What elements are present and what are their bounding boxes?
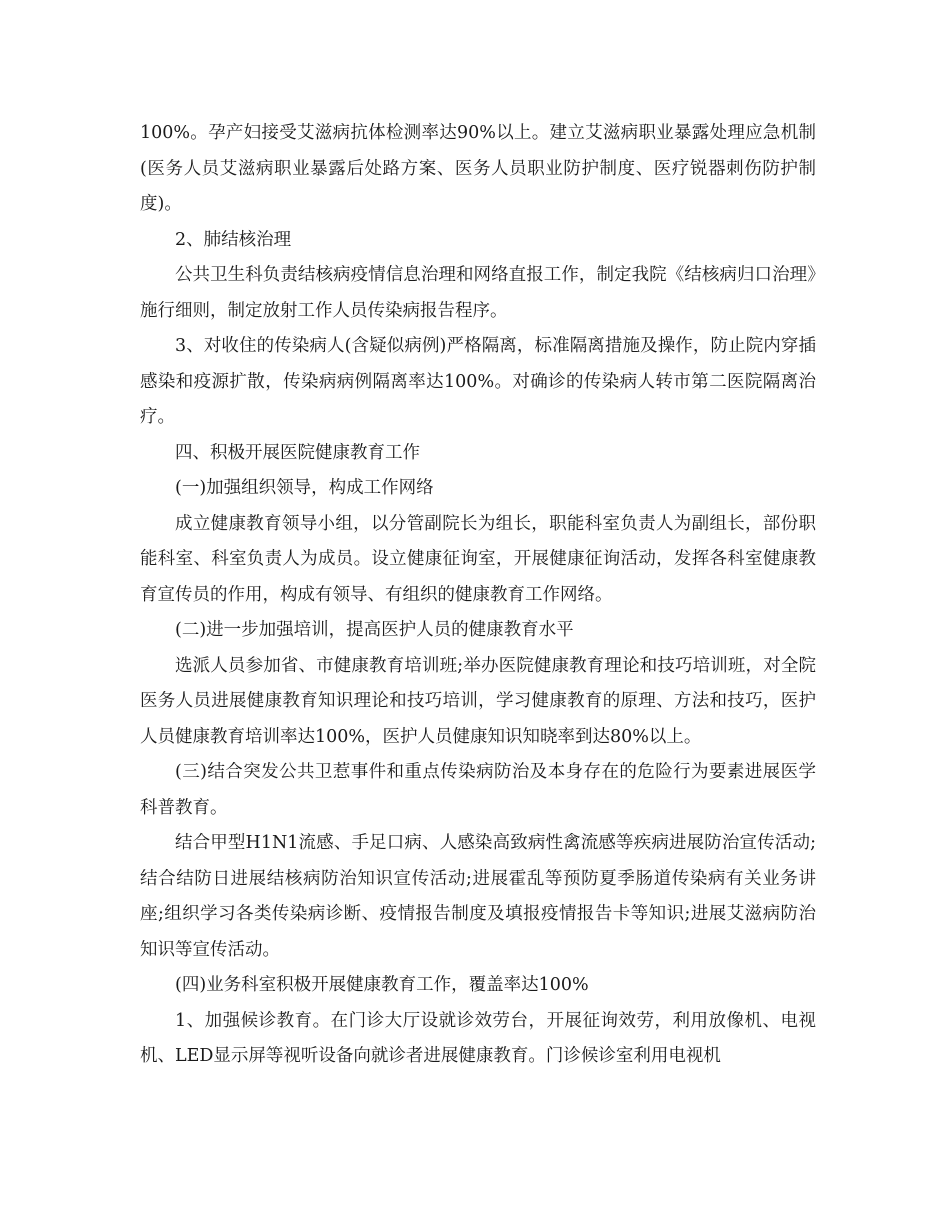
paragraph-2: 2、肺结核治理 — [175, 229, 292, 250]
paragraph-11: 结合甲型H1N1流感、手足口病、人感染高致病性禽流感等疾病进展防治宣传活动;结合结防日进展结核病防治知识宣传活动;进展霍乱等预防夏季肠道传染病有关业务讲座;组织学习各类传染病诊断、疫情报告制度及填报疫情报告卡等知识;进展艾滋病防治知识等宣传活动。 — [140, 833, 816, 960]
paragraph-9: 选派人员参加省、市健康教育培训班;举办医院健康教育理论和技巧培训班，对全院医务人员进展健康教育知识理论和技巧培训，学习健康教育的原理、方法和技巧，医护人员健康教育培训率达100%，医护人员健康知识知晓率到达80%以上。 — [140, 655, 816, 747]
paragraph-8: (二)进一步加强培训，提高医护人员的健康教育水平 — [175, 620, 574, 640]
paragraph-3: 公共卫生科负责结核病疫情信息治理和网络直报工作，制定我院《结核病归口治理》施行细则，制定放射工作人员传染病报告程序。 — [140, 265, 816, 321]
paragraph-10: (三)结合突发公共卫惹事件和重点传染病防治及本身存在的危险行为要素进展医学科普教育。 — [140, 762, 816, 818]
document-body — [140, 116, 816, 1075]
paragraph-4: 3、对收住的传染病人(含疑似病例)严格隔离，标准隔离措施及操作，防止院内穿插感染和疫源扩散，传染病病例隔离率达100%。对确诊的传染病人转市第二医院隔离治疗。 — [140, 336, 816, 427]
paragraph-13: 1、加强候诊教育。在门诊大厅设就诊效劳台，开展征询效劳，利用放像机、电视机、LED显示屏等视听设备向就诊者进展健康教育。门诊候诊室利用电视机 — [140, 1010, 816, 1066]
paragraph-1: 100%。孕产妇接受艾滋病抗体检测率达90%以上。建立艾滋病职业暴露处理应急机制(医务人员艾滋病职业暴露后处路方案、医务人员职业防护制度、医疗锐器刺伤防护制度)。 — [140, 123, 816, 214]
paragraph-6: (一)加强组织领导，构成工作网络 — [175, 478, 434, 498]
paragraph-5: 四、积极开展医院健康教育工作 — [175, 442, 420, 463]
paragraph-7: 成立健康教育领导小组，以分管副院长为组长，职能科室负责人为副组长，部份职能科室、科室负责人为成员。设立健康征询室，开展健康征询活动，发挥各科室健康教育宣传员的作用，构成有领导、有组织的健康教育工作网络。 — [140, 513, 816, 605]
paragraph-12: (四)业务科室积极开展健康教育工作，覆盖率达100% — [175, 975, 589, 995]
